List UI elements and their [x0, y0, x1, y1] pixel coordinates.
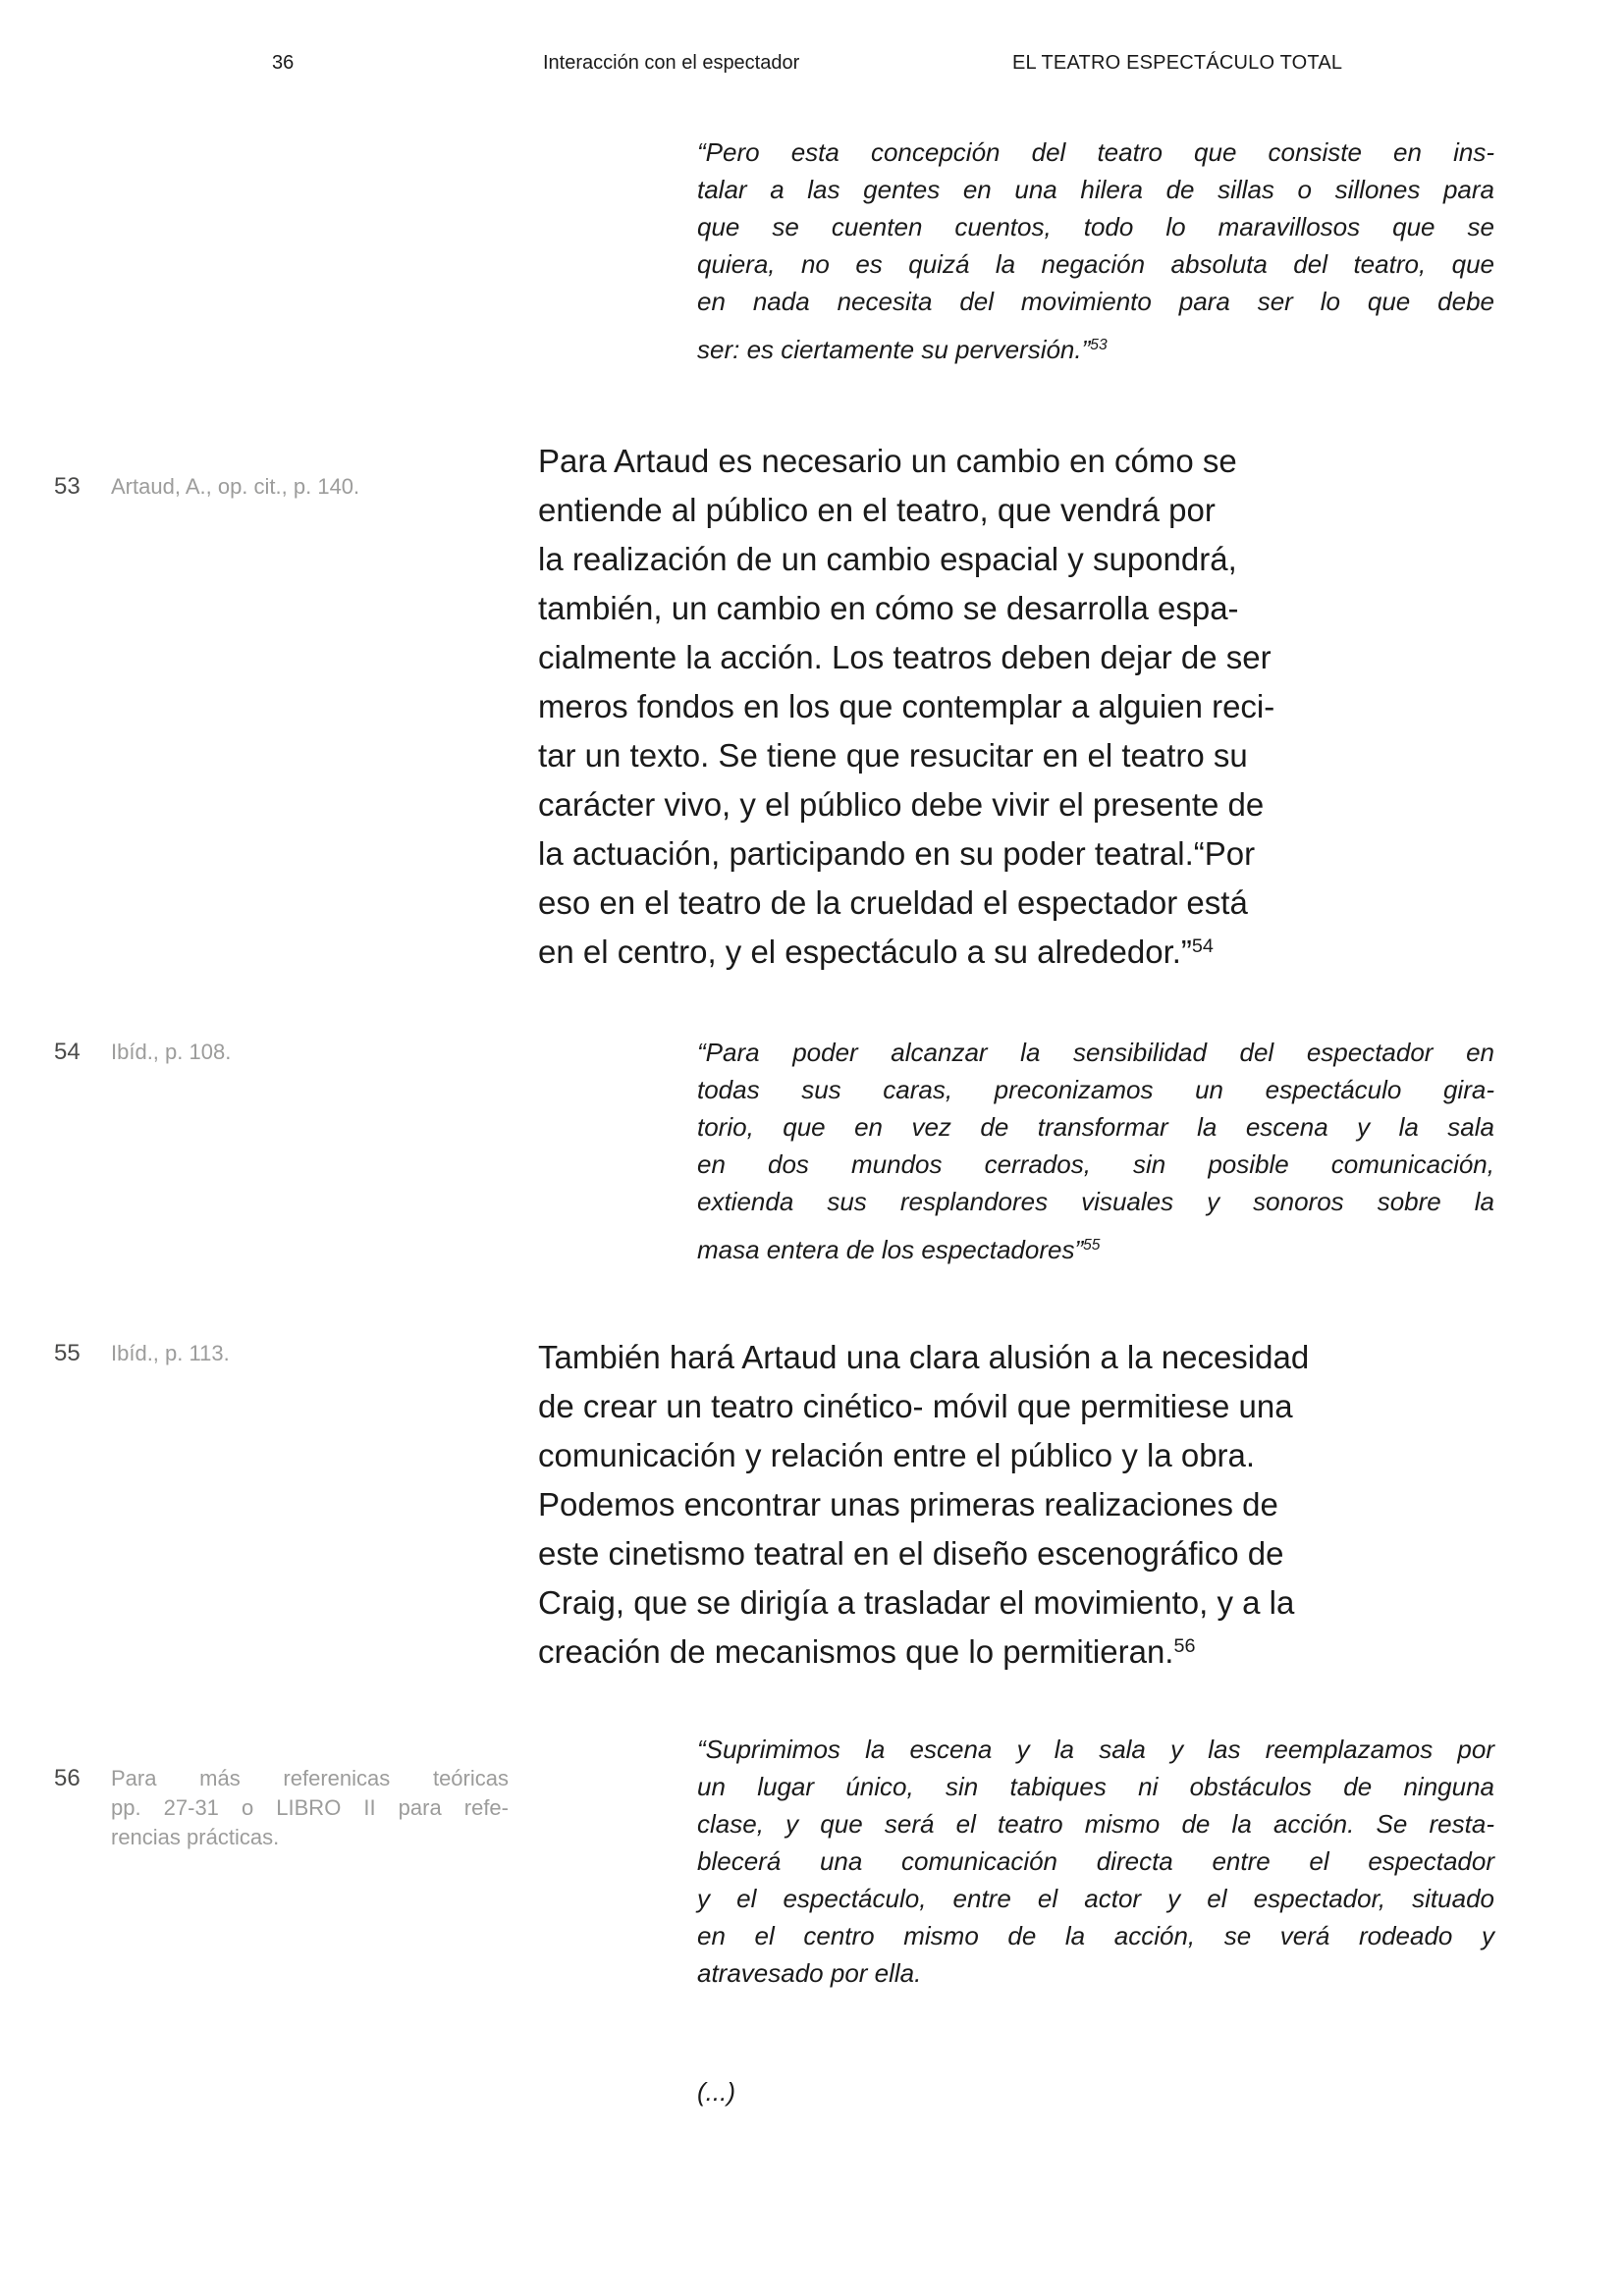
text-line: carácter vivo, y el público debe vivir el presente de [538, 786, 1265, 823]
footnote-text [111, 1038, 509, 1067]
text-line: masa entera de los espectadores”$^{55}$ [697, 1235, 1101, 1264]
text-line: la realización de un cambio espacial y supondrá, [538, 541, 1237, 577]
text-line: torio, que en vez de transformar la escena y la sala [697, 1112, 1494, 1142]
text-line: este cinetismo teatral en el diseño escenográfico de [538, 1535, 1284, 1572]
page-number: 36 [272, 52, 295, 74]
text-line: También hará Artaud una clara alusión a la necesidad [538, 1339, 1310, 1375]
text-line: talar a las gentes en una hilera de sillas o sillones para [697, 175, 1494, 204]
text-line: “Pero esta concepción del teatro que consiste en ins- [697, 137, 1494, 167]
footnote-reference: 56 [1173, 1635, 1196, 1658]
quote-block-1 [697, 133, 1494, 368]
text-line: todas sus caras, preconizamos un espectáculo gira- [697, 1075, 1494, 1104]
text-line: que se cuenten cuentos, todo lo maravillosos que se [697, 212, 1494, 241]
text-line: (...) [697, 2077, 735, 2107]
text-line: en el centro, y el espectáculo a su alrededor.”$^{54}$ [538, 934, 1214, 970]
footnote-reference: 55 [1083, 1237, 1101, 1255]
margin-note-55 [54, 1339, 509, 1368]
ellipsis-mark [697, 2073, 1494, 2110]
text-line: tar un texto. Se tiene que resucitar en el teatro su [538, 737, 1248, 774]
footnote-number: 53 [54, 473, 81, 500]
text-line: en el centro mismo de la acción, se verá rodeado y [697, 1921, 1494, 1950]
footnote-text [111, 1764, 509, 1852]
text-line: Artaud, A., op. cit., p. 140. [111, 474, 360, 499]
text-line: eso en el teatro de la crueldad el espectador está [538, 884, 1248, 921]
body-paragraph-1 [538, 437, 1471, 977]
text-line: “Suprimimos la escena y la sala y las reemplazamos por [697, 1735, 1494, 1764]
text-line: Podemos encontrar unas primeras realizaciones de [538, 1486, 1278, 1522]
quote-block-2 [697, 1034, 1494, 1268]
text-line: Ibíd., p. 108. [111, 1040, 232, 1064]
text-line: Para más referenicas teóricas [111, 1766, 509, 1790]
quote-block-3 [697, 1731, 1494, 1992]
text-line: atravesado por ella. [697, 1958, 922, 1988]
footnote-reference: 53 [1090, 337, 1108, 354]
text-line: “Para poder alcanzar la sensibilidad del espectador en [697, 1038, 1494, 1067]
running-header-section: Interacción con el espectador [543, 52, 800, 74]
text-line: creación de mecanismos que lo permitieran.$^{56}$ [538, 1633, 1196, 1670]
text-line: ser: es ciertamente su perversión.”$^{53}$ [697, 335, 1108, 364]
margin-note-56 [54, 1764, 509, 1852]
text-line: la actuación, participando en su poder teatral.“Por [538, 835, 1256, 872]
text-line: también, un cambio en cómo se desarrolla espa- [538, 590, 1239, 626]
text-line: rencias prácticas. [111, 1825, 280, 1849]
running-header-book-title: EL TEATRO ESPECTÁCULO TOTAL [1012, 52, 1343, 74]
text-line: de crear un teatro cinético- móvil que permitiese una [538, 1388, 1293, 1424]
text-line: clase, y que será el teatro mismo de la acción. Se resta- [697, 1809, 1494, 1839]
text-line: en nada necesita del movimiento para ser lo que debe [697, 287, 1494, 316]
margin-note-54 [54, 1038, 509, 1067]
text-line: extienda sus resplandores visuales y sonoros sobre la [697, 1187, 1494, 1216]
text-line: meros fondos en los que contemplar a alguien reci- [538, 688, 1275, 724]
footnote-number: 54 [54, 1039, 81, 1065]
margin-note-53 [54, 472, 509, 502]
text-line: quiera, no es quizá la negación absoluta del teatro, que [697, 249, 1494, 279]
footnote-reference: 54 [1191, 935, 1214, 958]
text-line: comunicación y relación entre el público y la obra. [538, 1437, 1256, 1473]
text-line: en dos mundos cerrados, sin posible comunicación, [697, 1149, 1494, 1179]
text-line: Para Artaud es necesario un cambio en cómo se [538, 443, 1237, 479]
text-line: Ibíd., p. 113. [111, 1341, 230, 1365]
text-line: blecerá una comunicación directa entre el espectador [697, 1846, 1494, 1876]
text-line: un lugar único, sin tabiques ni obstáculos de ninguna [697, 1772, 1494, 1801]
text-line: Craig, que se dirigía a trasladar el movimiento, y a la [538, 1584, 1295, 1621]
text-line: cialmente la acción. Los teatros deben dejar de ser [538, 639, 1272, 675]
text-line: pp. 27-31 o LIBRO II para refe- [111, 1795, 509, 1820]
footnote-number: 55 [54, 1340, 81, 1366]
text-line: y el espectáculo, entre el actor y el espectador, situado [697, 1884, 1494, 1913]
footnote-number: 56 [54, 1765, 81, 1791]
text-line: entiende al público en el teatro, que vendrá por [538, 492, 1216, 528]
footnote-text [111, 472, 509, 502]
footnote-text [111, 1339, 509, 1368]
body-paragraph-2 [538, 1333, 1471, 1677]
